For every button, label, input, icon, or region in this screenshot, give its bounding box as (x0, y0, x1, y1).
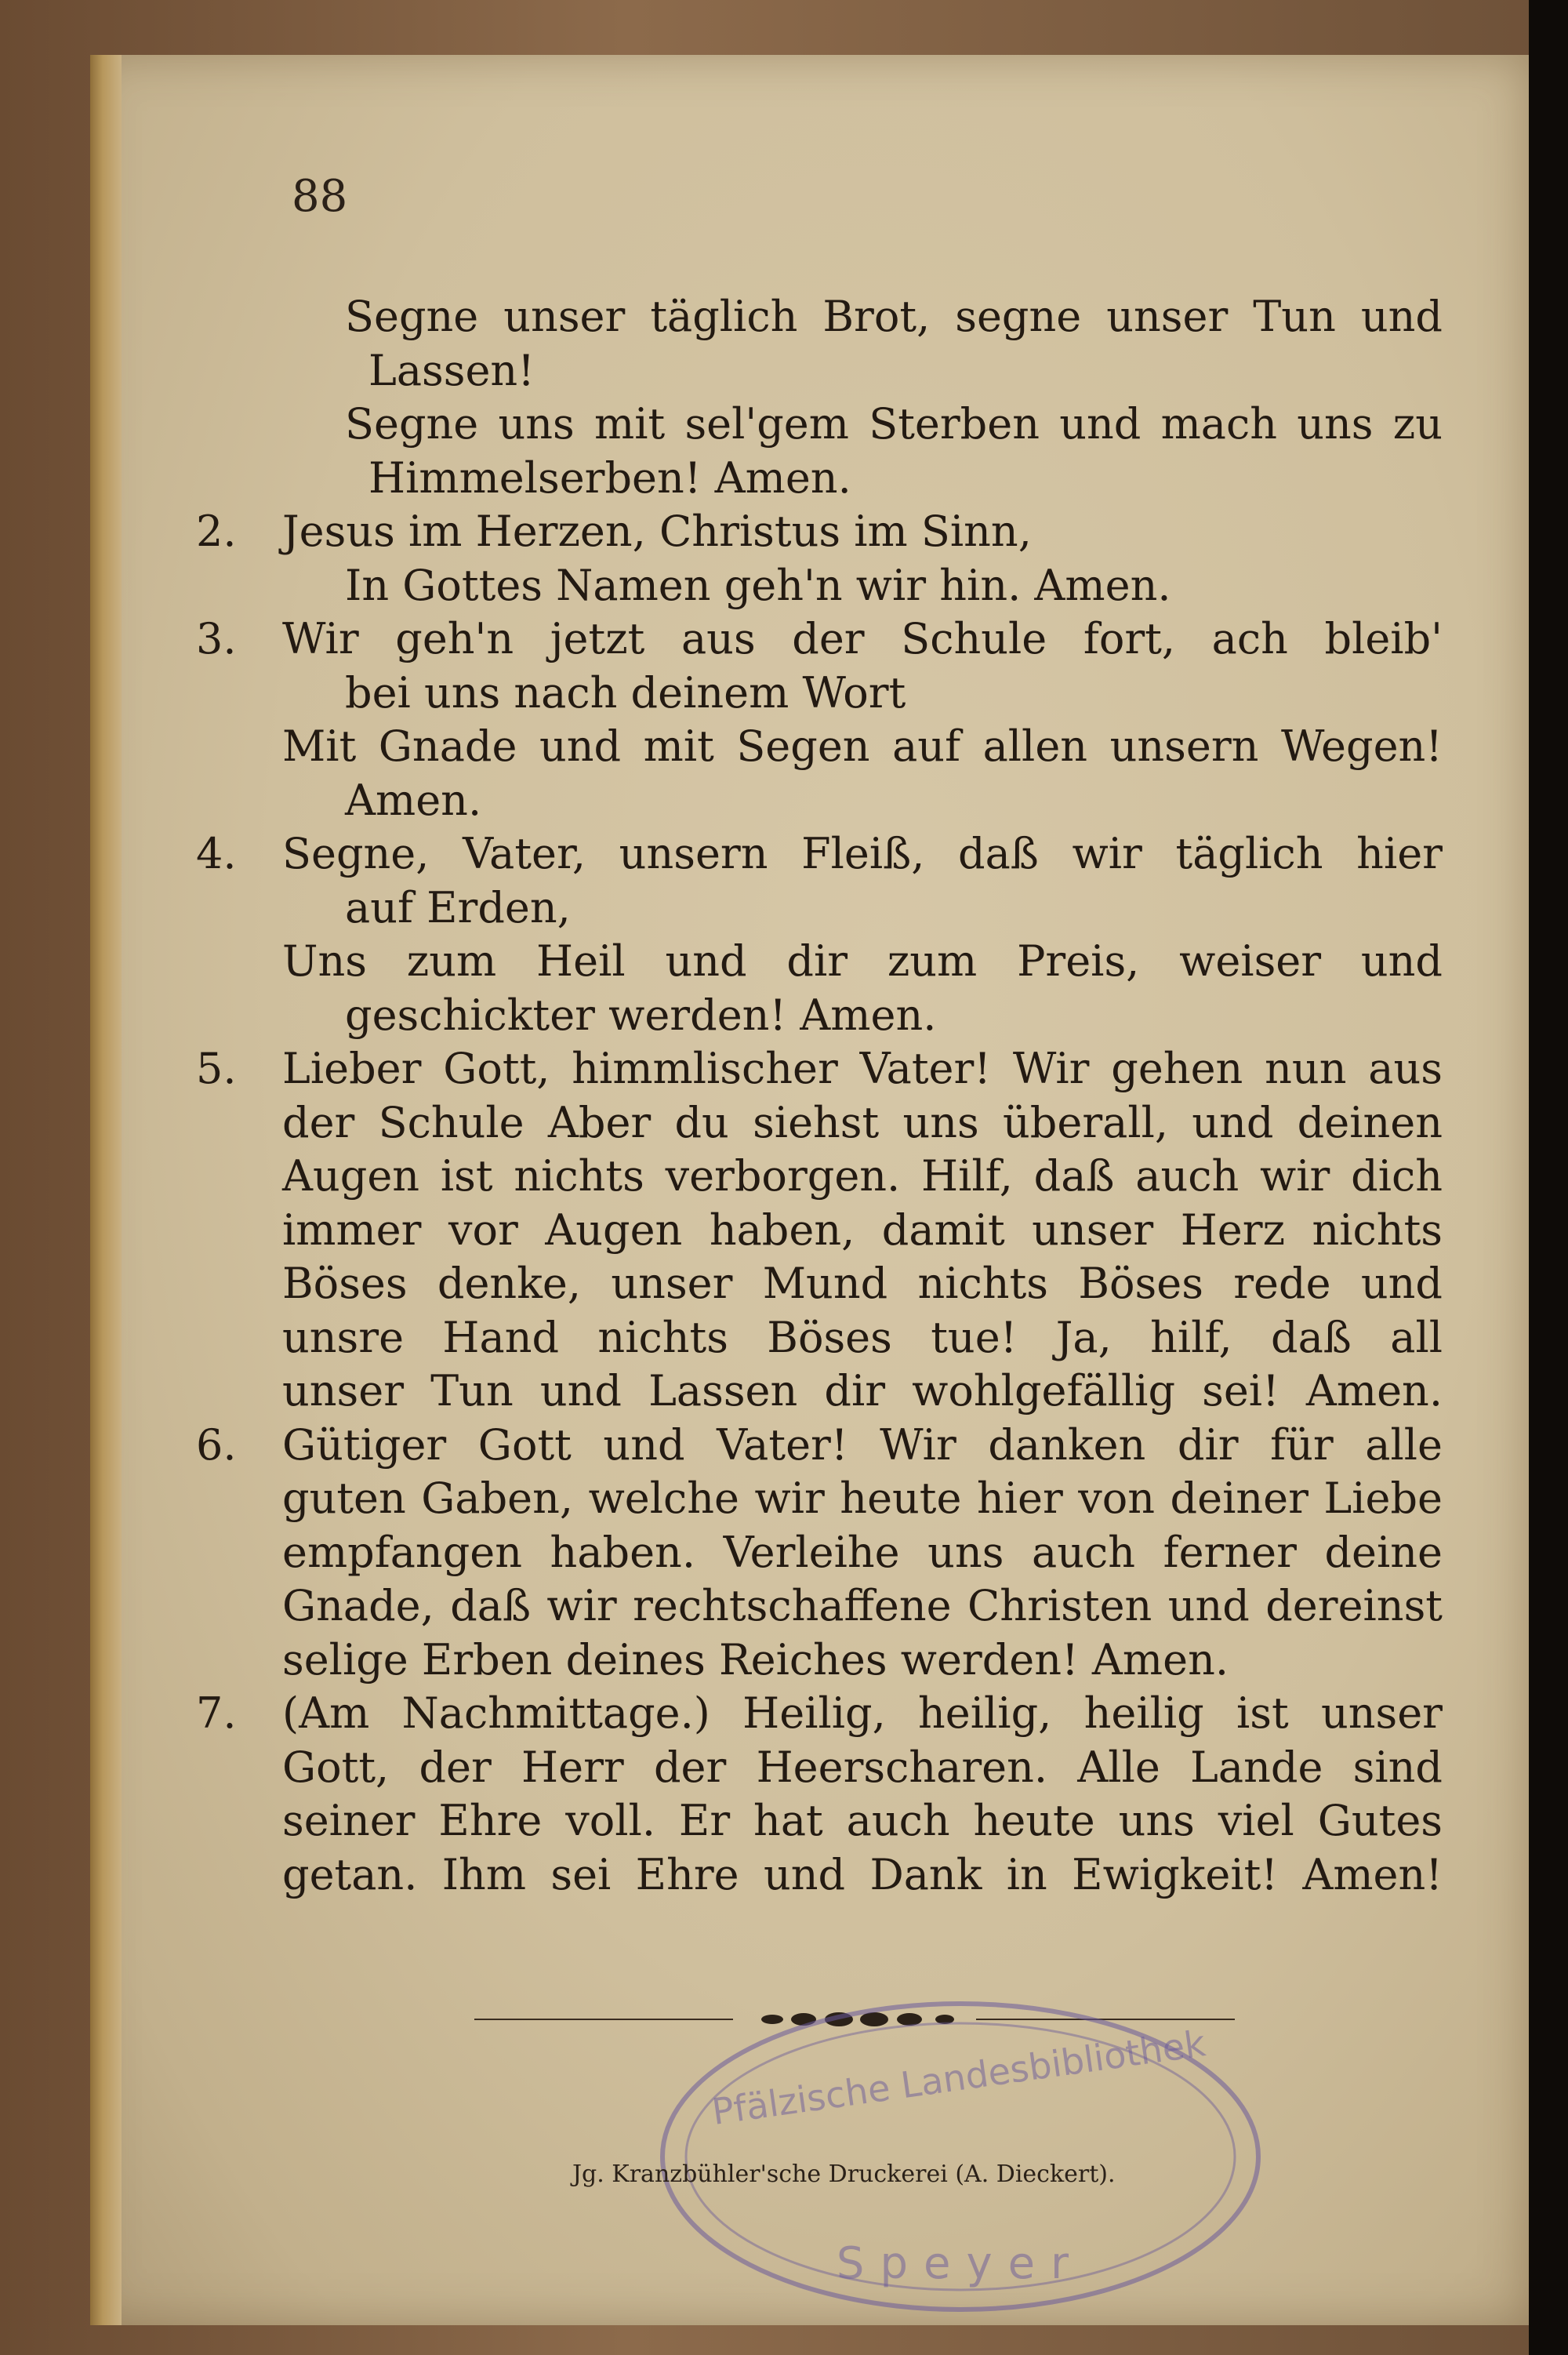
text-line (282, 1794, 1443, 1848)
text-line (282, 398, 1443, 452)
text-line (282, 1848, 1443, 1903)
text-line (282, 1311, 1443, 1365)
line-text: der Schule Aber du siehst uns überall, und deinen (282, 1097, 1443, 1147)
text-line (282, 1204, 1443, 1258)
line-text: selige Erben deines Reiches werden! Amen. (282, 1634, 1229, 1684)
verse-number: 6. (196, 1419, 237, 1470)
text-line (282, 1579, 1443, 1634)
text-line (196, 1419, 1443, 1473)
text-line (282, 1096, 1443, 1150)
text-line (282, 989, 1443, 1043)
line-text: Wir geh'n jetzt aus der Schule fort, ach bleib' (282, 614, 1443, 663)
line-text: In Gottes Namen geh'n wir hin. Amen. (345, 560, 1171, 610)
line-text: Uns zum Heil und dir zum Preis, weiser und (282, 936, 1443, 986)
text-line (282, 1634, 1443, 1688)
line-text: Augen ist nichts verborgen. Hilf, daß auch wir dich (282, 1151, 1443, 1201)
text-line (196, 505, 1443, 559)
line-text: guten Gaben, welche wir heute hier von deiner Liebe (282, 1474, 1443, 1523)
verse-number: 3. (196, 614, 237, 663)
text-line (282, 290, 1443, 344)
line-text: Amen. (345, 775, 482, 825)
stamp-text-top: Pfälzische Landesbibliothek (709, 2022, 1208, 2134)
printer-imprint: Jg. Kranzbühler'sche Druckerei (A. Dieckert). (572, 2161, 1116, 2188)
line-text: Gott, der Herr der Heerscharen. Alle Lande sind (282, 1742, 1443, 1792)
line-text: Gütiger Gott und Vater! Wir danken dir für alle (282, 1419, 1443, 1470)
line-text: Mit Gnade und mit Segen auf allen unsern Wegen! (282, 721, 1443, 771)
line-text: Lassen! (368, 345, 535, 395)
text-line (282, 344, 1443, 398)
text-line (196, 1687, 1443, 1741)
text-line (282, 1150, 1443, 1204)
line-text: Segne, Vater, unsern Fleiß, daß wir täglich hier (282, 829, 1443, 878)
text-line (282, 1526, 1443, 1580)
line-text: (Am Nachmittage.) Heilig, heilig, heilig ist unser (282, 1688, 1443, 1738)
line-text: Segne uns mit sel'gem Sterben und mach uns zu (345, 399, 1443, 449)
page-number: 88 (292, 171, 348, 222)
text-line (282, 774, 1443, 828)
text-line (282, 720, 1443, 774)
text-line (282, 935, 1443, 989)
line-text: unser Tun und Lassen dir wohlgefällig sei! Amen. (282, 1366, 1443, 1416)
line-text: Gnade, daß wir rechtschaffene Christen und dereinst (282, 1581, 1443, 1630)
text-line (196, 1042, 1443, 1096)
text-line (196, 612, 1443, 667)
line-text: geschickter werden! Amen. (345, 990, 937, 1040)
text-line (282, 1472, 1443, 1526)
library-stamp (655, 1996, 1266, 2317)
verse-number: 2. (196, 507, 237, 556)
verse-number: 7. (196, 1688, 237, 1738)
verse-number: 5. (196, 1044, 237, 1093)
text-line (282, 881, 1443, 936)
text-line (282, 559, 1443, 613)
line-text: Himmelserben! Amen. (368, 452, 851, 503)
line-text: seiner Ehre voll. Er hat auch heute uns viel Gutes (282, 1796, 1443, 1845)
line-text: Segne unser täglich Brot, segne unser Tun und (345, 292, 1443, 341)
line-text: immer vor Augen haben, damit unser Herz nichts (282, 1205, 1443, 1255)
text-line (282, 452, 1443, 506)
line-text: Böses denke, unser Mund nichts Böses rede und (282, 1259, 1443, 1308)
line-text: unsre Hand nichts Böses tue! Ja, hilf, daß all (282, 1312, 1443, 1362)
page-gilt-edge (90, 55, 122, 2325)
text-line (282, 1257, 1443, 1311)
line-text: getan. Ihm sei Ehre und Dank in Ewigkeit! Amen! (282, 1849, 1443, 1899)
stamp-text-bottom: Speyer (836, 2238, 1085, 2289)
text-line (282, 1741, 1443, 1795)
line-text: bei uns nach deinem Wort (345, 667, 906, 718)
line-text: Jesus im Herzen, Christus im Sinn, (282, 507, 1032, 556)
text-line (282, 667, 1443, 721)
prayer-text (196, 290, 1443, 1902)
line-text: Lieber Gott, himmlischer Vater! Wir gehen nun aus (282, 1044, 1443, 1093)
book-binding-shadow (1529, 0, 1568, 2355)
text-line (196, 827, 1443, 881)
line-text: auf Erden, (345, 882, 571, 932)
verse-number: 4. (196, 829, 237, 878)
text-line (282, 1365, 1443, 1419)
line-text: empfangen haben. Verleihe uns auch ferner deine (282, 1527, 1443, 1577)
